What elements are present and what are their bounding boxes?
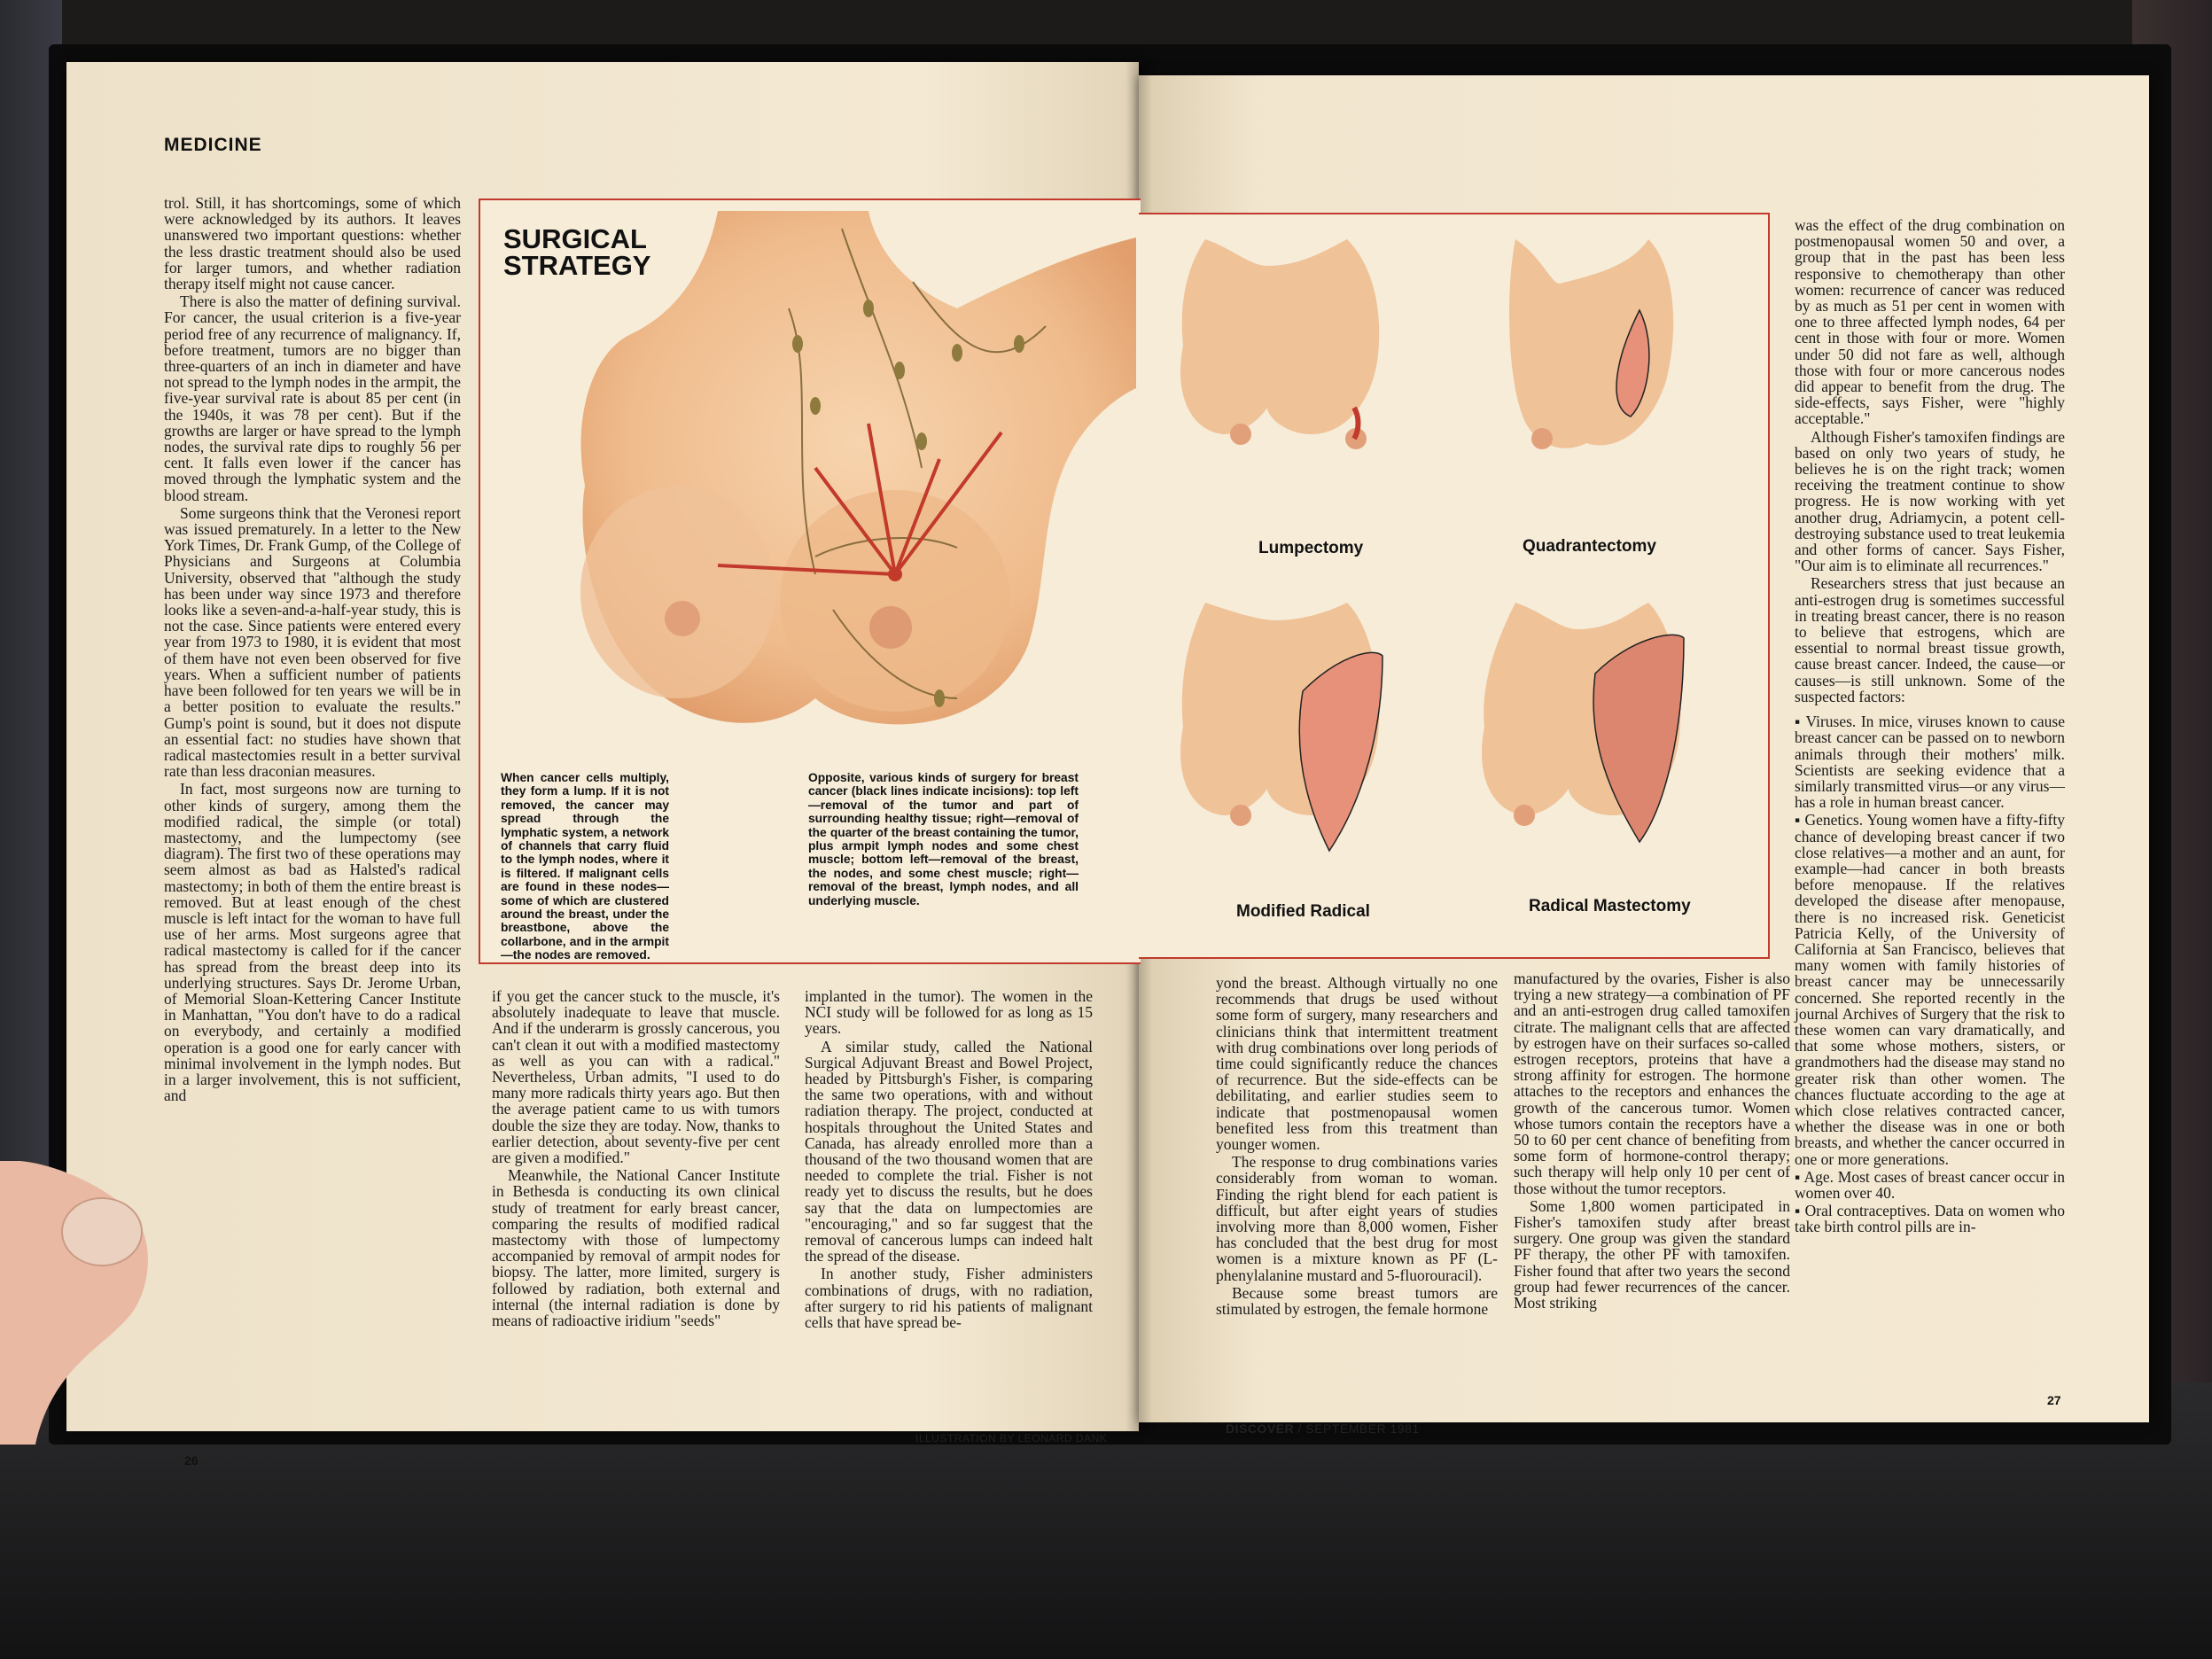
paragraph: Because some breast tumors are stimulated by estrogen, the female hormone xyxy=(1216,1283,1498,1319)
paragraph: Researchers stress that just because an anti-estrogen drug is sometimes successful in treating breast cancer, there is no reason to believe that estrogens, which are essential to normal breast tissue growth, cause breast cancer. Indeed, the cause—or causes—is still unknown. Some of the suspected factors: xyxy=(1795,574,2065,705)
paragraph: if you get the cancer stuck to the muscle, it's absolutely inadequate to leave that muscle. And if the underarm is grossly cancerous, you can't clean it out with a modified mastectomy as well as you can with a radical." Nevertheless, Urban admits, "I used to do many more radicals thirty years ago. But then the average patient came to us with tumors double the size they are today. Now, thanks to earlier detection, about seventy-five per cent are given a modified." xyxy=(492,987,780,1167)
modified-radical-illustration xyxy=(1180,603,1382,851)
figure-title-line-2: STRATEGY xyxy=(503,250,651,281)
paragraph: In another study, Fisher administers combinations of drugs, with no radiation, after surgery to rid his patients of malignant cells that have spread be- xyxy=(805,1265,1093,1332)
finger xyxy=(0,1161,151,1445)
footer-date: / SEPTEMBER 1981 xyxy=(1297,1421,1420,1436)
caption-right: Opposite, various kinds of surgery for breast cancer (black lines indicate incisions): top left—removal of the tumor and part of surrounding healthy tissue; right—removal of the quarter of the breast containing the tumor, plus armpit lymph nodes and some chest muscle; bottom left—removal of the breast, the nodes, and some chest muscle; right—removal of the breast, lymph nodes, and all underlying muscle. xyxy=(808,771,1079,907)
right-column-1 xyxy=(1216,975,1498,1319)
paragraph: In fact, most surgeons now are turning to other kinds of surgery, among them the modified radical, the simple (or total) mastectomy, and the lumpectomy (see diagram). The first two of these operations may seem almost as bad as Halsted's radical mastectomy; in both of them the entire breast is removed. But at least enough of the chest muscle is left intact for the woman to have full use of her arms. Most surgeons agree that radical mastectomy is called for if the cancer has spread from the breast deep into its underlying structures. Says Dr. Jerome Urban, of Memorial Sloan-Kettering Cancer Institute in Manhattan, "You don't have to do a radical on everybody, and certainly a modified operation is a good one for early cancer with minimal involvement in the lymph nodes. But in a larger involvement, this is not sufficient, and xyxy=(164,780,461,1105)
section-heading: MEDICINE xyxy=(164,135,262,155)
label-lumpectomy: Lumpectomy xyxy=(1258,539,1364,557)
lumpectomy-illustration xyxy=(1180,239,1379,449)
paragraph: implanted in the tumor). The women in the NCI study will be followed for as long as 15 years. xyxy=(805,987,1093,1038)
paragraph: Meanwhile, the National Cancer Institute in Bethesda is conducting its own clinical study of treatment for early breast cancer, comparing the results of modified radical mastectomy with those of lumpectomy accompanied by removal of armpit nodes for biopsy. The latter, more limited, surgery is followed by radiation, both external and internal (the internal radiation is done by means of radioactive iridium "seeds" xyxy=(492,1166,780,1330)
paragraph: There is also the matter of defining survival. For cancer, the usual criterion is a five-year period free of any recurrence of malignancy. If, before treatment, tumors are no bigger than three-quarters of an inch in diameter and have not spread to the lymph nodes in the armpit, the five-year survival rate is about 85 per cent (in the 1940s, it was 78 per cent). But if the growths are larger or have spread to the lymph nodes, the survival rate dips to roughly 56 per cent. It falls even lower if the cancer has moved through the lymphatic system and the blood stream. xyxy=(164,292,461,504)
label-radical-mastectomy: Radical Mastectomy xyxy=(1529,897,1691,915)
paragraph: Some 1,800 women participated in Fisher's tamoxifen study after breast surgery. One group was given the standard PF therapy, the other PF with tamoxifen. Fisher found that after two years the second group had fewer recurrences of the cancer. Most striking xyxy=(1514,1196,1790,1312)
quadrantectomy-illustration xyxy=(1509,239,1673,449)
right-column-3 xyxy=(1795,217,2065,1237)
surgery-illustrations xyxy=(1170,230,1755,886)
paragraph: The response to drug combinations varies considerably from woman to woman. Finding the right blend for each patient is difficult, but after eight years of studies involving more than 8,000 women, Fisher has concluded that the best drug for most women is a mixture known as PF (L-phenylalanine mustard and 5-fluorouracil). xyxy=(1216,1153,1498,1284)
left-column-1 xyxy=(164,195,461,1105)
left-column-3 xyxy=(805,988,1093,1332)
left-column-2 xyxy=(492,988,780,1330)
paragraph: A similar study, called the National Surgical Adjuvant Breast and Bowel Project, headed by Pittsburgh's Fisher, is comparing the same two operations, with and without radiation therapy. The project, conducted at hospitals throughout the United States and Canada, has already enrolled more than a thousand of the two thousand women that are needed to complete the trial. Fisher is not ready yet to discuss the results, but he does say that the data on lumpectomies are "encouraging," and so far suggest that the removal of cancerous lumps can indeed halt the spread of the disease. xyxy=(805,1037,1093,1266)
bullet-item: ▪ Oral contraceptives. Data on women who take birth control pills are in- xyxy=(1795,1202,2065,1236)
paragraph: was the effect of the drug combination on postmenopausal women 50 and over, a group that in the past has been less responsive to chemotherapy than other women: recurrence of cancer was reduced by as much as 51 per cent in women with one to three affected lymph nodes, 64 per cent in those with four or more. Women under 50 did not fare as well, although those with four or more cancerous nodes did appear to benefit from the drug. The side-effects, says Fisher, were "highly acceptable." xyxy=(1795,216,2065,428)
page-number-right: 27 xyxy=(2047,1393,2061,1407)
bullet-item: ▪ Age. Most cases of breast cancer occur in women over 40. xyxy=(1795,1167,2065,1202)
paragraph: trol. Still, it has shortcomings, some of which were acknowledged by its authors. It leaves unanswered two important questions: whether the less drastic treatment should also be used for larger tumors, and whether radiation therapy itself might not cause cancer. xyxy=(164,194,461,293)
torso-illustration xyxy=(496,202,1136,756)
illustration-credit: ILLUSTRATION BY LEONARD DANK xyxy=(915,1432,1108,1445)
footer-magazine: DISCOVER xyxy=(1226,1421,1295,1436)
label-quadrantectomy: Quadrantectomy xyxy=(1523,537,1656,556)
paragraph: manufactured by the ovaries, Fisher is also trying a new strategy—a combination of PF and an anti-estrogen drug called tamoxifen citrate. The malignant cells that are affected by estrogen have on their surfaces so-called estrogen receptors, proteins that have a strong affinity for estrogen. The hormone attaches to the receptors and enhances the growth of the cancerous tumor. Women whose tumors contain the receptors have a 50 to 60 per cent chance of benefiting from some form of hormone-control therapy; such therapy will help only 10 per cent of those without the tumor receptors. xyxy=(1514,970,1790,1197)
page-number-left: 26 xyxy=(184,1453,199,1468)
label-modified-radical: Modified Radical xyxy=(1236,902,1370,921)
paragraph: Although Fisher's tamoxifen findings are based on only two years of study, he believes he is on the right track; women receiving the treatment continue to show progress. He is now working with yet another drug, Adriamycin, a potent cell-destroying substance used to treat leukemia and other forms of cancer. Says Fisher, "Our aim is to eliminate all recurrences." xyxy=(1795,427,2065,575)
paragraph: yond the breast. Although virtually no one recommends that drugs be used without some form of surgery, many researchers and clinicians think that intermittent treatment with drug combinations over long periods of time could significantly reduce the chances of recurrence. But the side-effects can be debilitating, and earlier studies seem to indicate that postmenopausal women benefited less from this treatment than younger women. xyxy=(1216,974,1498,1154)
right-column-2 xyxy=(1514,970,1790,1312)
bullet-item: ▪ Genetics. Young women have a fifty-fifty chance of developing breast cancer if two close relatives—a mother and an aunt, for example—had cancer in both breasts before menopause. If the relatives developed the disease after menopause, there is no increased risk. Geneticist Patricia Kelly, of the University of California at San Francisco, believes that many women with family histories of breast cancer may be unnecessarily concerned. She reported recently in the journal Archives of Surgery that the risk to these women can vary dramatically, and that some whose mothers, sisters, or grandmothers had the disease may stand no greater risk than other women. The chances fluctuate according to the age at which close relatives contracted cancer, whether the disease was in one or both breasts, and whether the cancer occurred in one or more generations. xyxy=(1795,811,2065,1168)
bullet-item: ▪ Viruses. In mice, viruses known to cause breast cancer can be passed on to newborn animals through their mothers' milk. Scientists are seeking evidence that a similarly transmitted virus—or any virus—has a role in human breast cancer. xyxy=(1795,713,2065,812)
caption-left: When cancer cells multiply, they form a lump. If it is not removed, the cancer may spread through the lymphatic system, a network of channels that carry fluid to the lymph nodes, where it is filtered. If malignant cells are found in these nodes—some of which are clustered around the breast, under the breastbone, above the collarbone, and in the armpit—the nodes are removed. xyxy=(501,771,669,962)
figure-title-line-1: SURGICAL xyxy=(503,223,647,254)
figure-title xyxy=(503,223,651,281)
paragraph: Some surgeons think that the Veronesi report was issued prematurely. In a letter to the New York Times, Dr. Frank Gump, of the College of Physicians and Surgeons at Columbia University, observed that "although the study has been under way since 1973 and therefore looks like a seven-and-a-half-year study, this is not the case. Since patients were entered every year from 1973 to 1980, it is evident that most of them have not even been observed for five years. When a sufficient number of patients have been followed for ten years we will be in a better position to evaluate the results." Gump's point is sound, but it does not dispute an essential fact: no studies have shown that radical mastectomies result in a better survival rate than less draconian measures. xyxy=(164,503,461,781)
footer xyxy=(1226,1421,1420,1436)
radical-mastectomy-illustration xyxy=(1482,603,1684,842)
